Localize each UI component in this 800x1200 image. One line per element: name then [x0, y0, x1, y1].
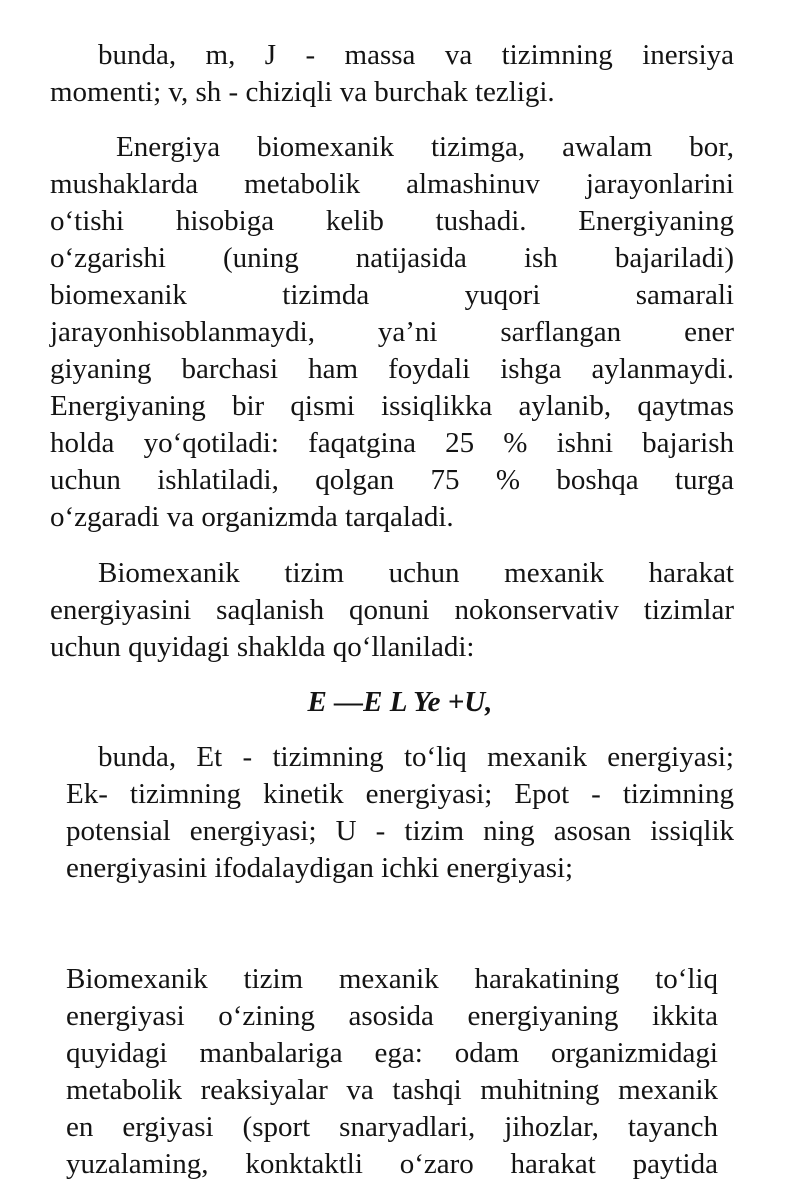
paragraph-line: metabolik reaksiyalar va tashqi muhitning mexanik	[66, 1074, 718, 1106]
paragraph-1	[50, 37, 734, 111]
paragraph-line: jarayonhisoblanmaydi, ya’ni sarflangan ener	[50, 316, 734, 348]
paragraph-line: potensial energiyasi; U - tizim ning asosan issiqlik	[66, 815, 734, 847]
paragraph-line: uchun ishlatiladi, qolgan 75 % boshqa turga	[50, 464, 734, 496]
paragraph-line: quyidagi manbalariga ega: odam organizmidagi	[66, 1037, 718, 1069]
paragraph-line: giyaning barchasi ham foydali ishga aylanmaydi.	[50, 353, 734, 385]
paragraph-line: Energiya biomexanik tizimga, awalam bor,	[116, 131, 734, 163]
paragraph-line: o‘zgaradi va organizmda tarqaladi.	[50, 501, 454, 533]
paragraph-line: en ergiyasi (sport snaryadlari, jihozlar, tayanch	[66, 1111, 718, 1143]
paragraph-3	[50, 555, 734, 666]
paragraph-line: momenti; v, sh - chiziqli va burchak tezligi.	[50, 76, 555, 108]
paragraph-line: Energiyaning bir qismi issiqlikka aylanib, qaytmas	[50, 390, 734, 422]
paragraph-line: Biomexanik tizim uchun mexanik harakat	[98, 557, 734, 589]
paragraph-line: holda yo‘qotiladi: faqatgina 25 % ishni bajarish	[50, 427, 734, 459]
paragraph-2	[50, 129, 734, 536]
paragraph-line: Ek- tizimning kinetik energiyasi; Epot - tizimning	[66, 778, 734, 810]
paragraph-line: energiyasini ifodalaydigan ichki energiyasi;	[66, 852, 574, 884]
paragraph-line: bunda, m, J - massa va tizimning inersiya	[98, 39, 734, 71]
paragraph-line: biomexanik tizimda yuqori samarali	[50, 279, 734, 311]
paragraph-line: energiyasini saqlanish qonuni nokonservativ tizimlar	[50, 594, 734, 626]
paragraph-line: yuzalaming, konktaktli o‘zaro harakat paytida	[66, 1148, 718, 1180]
paragraph-5	[66, 961, 718, 1183]
formula-text: E —E L Ye +U,	[307, 686, 493, 718]
paragraph-line: o‘tishi hisobiga kelib tushadi. Energiyaning	[50, 205, 734, 237]
paragraph-line: Biomexanik tizim mexanik harakatining to‘liq	[66, 963, 718, 995]
energy-formula	[0, 684, 800, 721]
paragraph-line: bunda, Et - tizimning to‘liq mexanik energiyasi;	[98, 741, 734, 773]
paragraph-line: o‘zgarishi (uning natijasida ish bajariladi)	[50, 242, 734, 274]
paragraph-line: mushaklarda metabolik almashinuv jarayonlarini	[50, 168, 734, 200]
paragraph-4	[66, 739, 734, 887]
paragraph-line: uchun quyidagi shaklda qo‘llaniladi:	[50, 631, 475, 663]
paragraph-line: energiyasi o‘zining asosida energiyaning ikkita	[66, 1000, 718, 1032]
